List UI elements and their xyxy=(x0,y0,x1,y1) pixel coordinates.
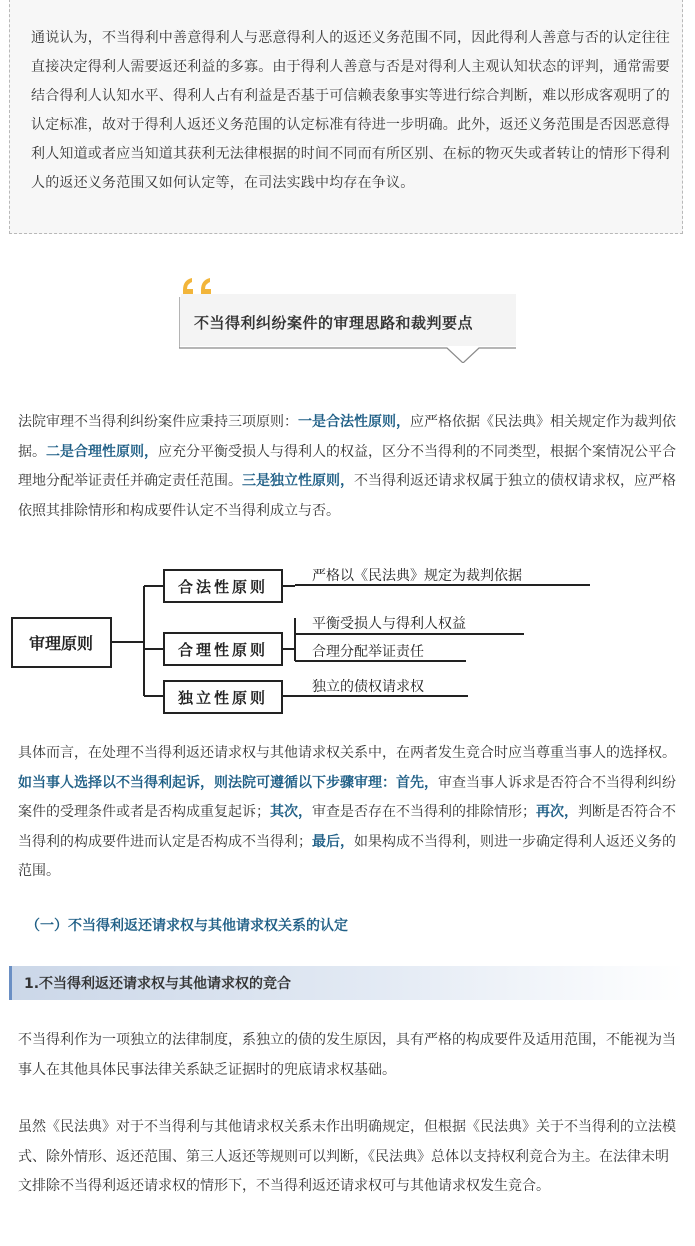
note-rationality-2: 合理分配举证责任 xyxy=(312,644,424,660)
mindmap-root: 审理原则 xyxy=(28,634,94,653)
sub-heading: （一）不当得利返还请求权与其他请求权关系的认定 xyxy=(26,918,348,934)
note-legality: 严格以《民法典》规定为裁判依据 xyxy=(312,568,522,584)
paragraph-a: 不当得利作为一项独立的法律制度，系独立的债的发生原因，具有严格的构成要件及适用范围，不能视为当事人在其他具体民事法律关系缺乏证据时的兜底请求权基础。 xyxy=(18,1032,676,1078)
branch-independence: 独立性原则 xyxy=(177,689,269,707)
bar-heading xyxy=(9,966,685,1000)
intro-paragraph: 通说认为，不当得利中善意得利人与恶意得利人的返还义务范围不同，因此得利人善意与否的认定往往直接决定得利人需要返还利益的多寡。由于得利人善意与否是对得利人主观认知状态的评判，通常需要结合得利人认知水平、得利人占有利益是否基于可信赖表象事实等进行综合判断，难以形成客观明了的认定标准，故对于得利人返还义务范围的认定标准有待进一步明确。此外，返还义务范围是否因恶意得利人知道或者应当知道其获利无法律根据的时间不同而有所区别、在标的物灭失或者转让的情形下得利人的返还义务范围又如何认定等，在司法实践中均存在争议。 xyxy=(31,30,670,191)
steps-paragraph: 具体而言，在处理不当得利返还请求权与其他请求权关系中，在两者发生竞合时应当尊重当事人的选择权。如当事人选择以不当得利起诉，则法院可遵循以下步骤审理：首先，审查当事人诉求是否符合不当得利纠纷案件的受理条件或者是否构成重复起诉；其次，审查是否存在不当得利的排除情形；再次，判断是否符合不当得利的构成要件进而认定是否构成不当得利；最后，如果构成不当得利，则进一步确定得利人返还义务的范围。 xyxy=(18,745,676,879)
note-rationality-1: 平衡受损人与得利人权益 xyxy=(312,616,466,632)
principles-mindmap xyxy=(0,555,695,725)
paragraph-b: 虽然《民法典》对于不当得利与其他请求权关系未作出明确规定，但根据《民法典》关于不当得利的立法模式、除外情形、返还范围、第三人返还等规则可以判断，《民法典》总体以支持权利竞合为主。在法律未明文排除不当得利返还请求权的情形下，不当得利返还请求权可与其他请求权发生竞合。 xyxy=(18,1119,676,1194)
bar-heading-text: 1.不当得利返还请求权与其他请求权的竞合 xyxy=(24,976,292,992)
section-title: 不当得利纠纷案件的审理思路和裁判要点 xyxy=(194,314,474,332)
branch-rationality: 合理性原则 xyxy=(177,641,269,659)
principles-paragraph: 法院审理不当得利纠纷案件应秉持三项原则：一是合法性原则，应严格依据《民法典》相关规定作为裁判依据。二是合理性原则，应充分平衡受损人与得利人的权益，区分不当得利的不同类型，根据个案情况公平合理地分配举证责任并确定责任范围。三是独立性原则，不当得利返还请求权属于独立的债权请求权，应严格依照其排除情形和构成要件认定不当得利成立与否。 xyxy=(18,414,676,519)
note-independence: 独立的债权请求权 xyxy=(312,679,424,695)
branch-legality: 合法性原则 xyxy=(177,578,269,596)
